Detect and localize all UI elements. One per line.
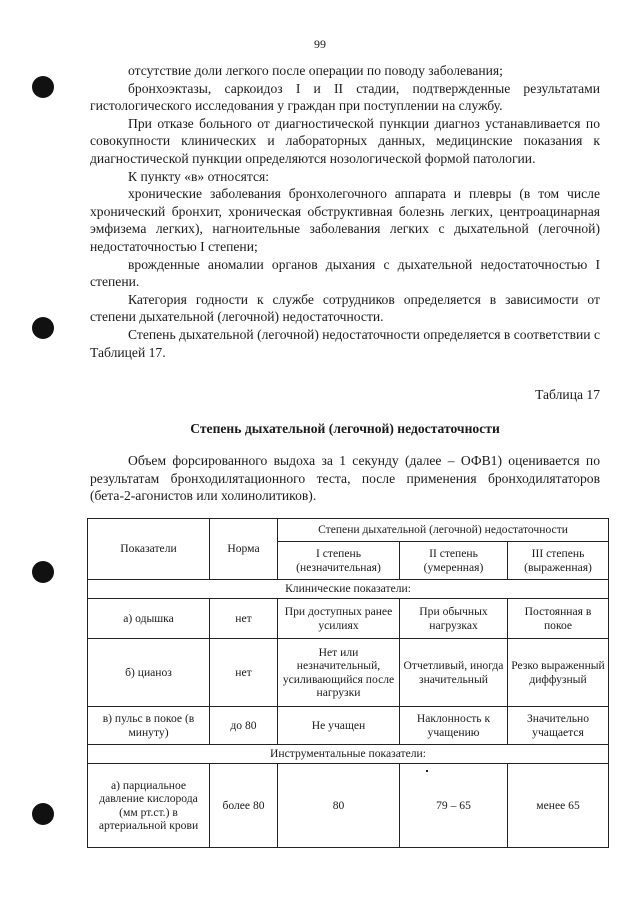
row-po2-norm: более 80 <box>210 764 278 848</box>
header-degrees: Степени дыхательной (легочной) недостаточности <box>278 519 609 542</box>
row-dyspnea-name: а) одышка <box>88 599 210 639</box>
row-dyspnea-deg3: Постоянная в покое <box>508 599 609 639</box>
header-degree-3: III степень (выраженная) <box>508 542 609 580</box>
paragraph: Категория годности к службе сотрудников определяется в зависимости от степени дыхательной (легочной) недостаточности. <box>90 291 600 325</box>
punch-hole-4 <box>32 803 54 825</box>
paragraph: При отказе больного от диагностической пункции диагноз устанавливается по совокупности клинических и лабораторных данных, медицинские показания к диагностической пункции определяются нозологической формой патологии. <box>90 115 600 166</box>
table-title: Степень дыхательной (легочной) недостаточности <box>190 421 500 436</box>
header-degree-1: I степень (незначительная) <box>278 542 400 580</box>
row-cyanosis-deg2: Отчетливый, иногда значительный <box>400 639 508 707</box>
body-text <box>90 62 600 361</box>
row-cyanosis-name: б) цианоз <box>88 639 210 707</box>
row-dyspnea-norm: нет <box>210 599 278 639</box>
punch-hole-3 <box>32 561 54 583</box>
respiratory-insufficiency-table <box>87 518 609 848</box>
row-pulse-deg2: Наклонность к учащению <box>400 707 508 745</box>
row-pulse-name: в) пульс в покое (в минуту) <box>88 707 210 745</box>
paragraph: хронические заболевания бронхолегочного аппарата и плевры (в том числе хронический бронхит, хроническая обструктивная болезнь легких, центроацинарная эмфизема легких), нагноительные заболевания легких с дыхательной (легочной) недостаточностью I степени; <box>90 186 600 254</box>
section-instrumental: Инструментальные показатели: <box>88 745 609 764</box>
page-number: 99 <box>314 37 326 51</box>
row-po2-deg3: менее 65 <box>508 764 609 848</box>
row-po2-name: а) парциальное давление кислорода (мм рт.ст.) в артериальной крови <box>88 764 210 848</box>
row-po2-deg1: 80 <box>278 764 400 848</box>
row-dyspnea-deg2: При обычных нагрузках <box>400 599 508 639</box>
punch-hole-2 <box>32 317 54 339</box>
scan-speck <box>426 770 428 772</box>
row-cyanosis-deg1: Нет или незначительный, усиливающийся после нагрузки <box>278 639 400 707</box>
row-dyspnea-deg1: При доступных ранее усилиях <box>278 599 400 639</box>
paragraph: К пункту «в» относятся: <box>128 168 270 184</box>
row-pulse-deg1: Не учащен <box>278 707 400 745</box>
intro-text <box>90 452 600 505</box>
paragraph: бронхоэктазы, саркоидоз I и II стадии, подтвержденные результатами гистологического исследования у граждан при поступлении на службу. <box>90 80 600 114</box>
punch-hole-1 <box>32 76 54 98</box>
header-indicators: Показатели <box>88 519 210 580</box>
intro-paragraph: Объем форсированного выдоха за 1 секунду (далее – ОФВ1) оценивается по результатам бронходилятационного теста, после применения бронходилятаторов (бета-2-агонистов или холинолитиков). <box>90 453 600 504</box>
table-label: Таблица 17 <box>535 387 600 402</box>
row-pulse-deg3: Значительно учащается <box>508 707 609 745</box>
paragraph: отсутствие доли легкого после операции по поводу заболевания; <box>128 63 503 78</box>
header-norm: Норма <box>210 519 278 580</box>
row-cyanosis-norm: нет <box>210 639 278 707</box>
section-clinical: Клинические показатели: <box>88 580 609 599</box>
row-cyanosis-deg3: Резко выраженный диффузный <box>508 639 609 707</box>
paragraph: врожденные аномалии органов дыхания с дыхательной недостаточностью I степени. <box>90 256 600 290</box>
header-degree-2: II степень (умеренная) <box>400 542 508 580</box>
row-po2-deg2-value: 79 – 65 <box>436 798 471 812</box>
row-pulse-norm: до 80 <box>210 707 278 745</box>
paragraph: Степень дыхательной (легочной) недостаточности определяется в соответствии с Таблицей 17. <box>90 326 600 360</box>
row-po2-deg2 <box>400 764 508 848</box>
